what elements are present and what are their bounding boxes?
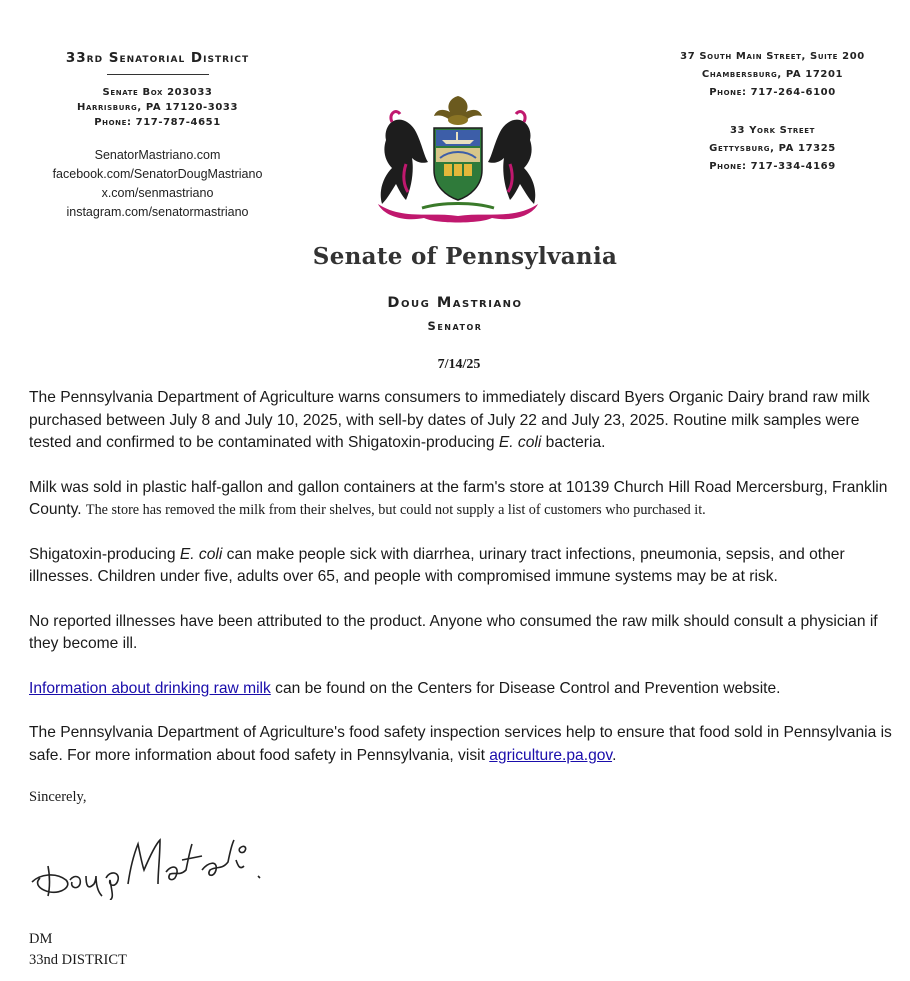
senator-role: Senator: [427, 319, 483, 333]
paragraph-3: Shigatoxin-producing E. coli can make people sick with diarrhea, urinary tract infections, pneumonia, sepsis, and other illnesses. Children under five, adults over 65, and people with compromised immune systems may be at risk.: [29, 545, 845, 585]
x-link[interactable]: x.com/senmastriano: [101, 186, 214, 200]
harrisburg-address: Harrisburg, PA 17120-3033: [76, 102, 239, 113]
letter-date: 7/14/25: [437, 357, 481, 372]
signoff: [29, 929, 127, 971]
raw-milk-info-link[interactable]: Information about drinking raw milk: [29, 679, 271, 697]
divider: [107, 74, 209, 75]
gettysburg-phone: Phone: 717-334-4169: [709, 161, 836, 172]
facebook-link[interactable]: facebook.com/SenatorDougMastriano: [52, 167, 263, 181]
paragraph-5: Information about drinking raw milk can be found on the Centers for Disease Control and Prevention website.: [29, 679, 781, 697]
senator-name: Doug Mastriano: [387, 295, 523, 311]
harrisburg-phone: Phone: 717-787-4651: [94, 117, 221, 128]
right-letterhead: [640, 48, 905, 176]
paragraph-6: The Pennsylvania Department of Agriculture's food safety inspection services help to ensure that food sold in Pennsylvania is safe. For more information about food safety in Pennsylvania, visit agriculture.pa.gov.: [29, 724, 892, 764]
district-title: 33rd Senatorial District: [65, 50, 250, 66]
paragraph-4: No reported illnesses have been attributed to the product. Anyone who consumed the raw milk should consult a physician if they become ill.: [29, 612, 878, 652]
agriculture-link[interactable]: agriculture.pa.gov: [489, 746, 613, 764]
closing: Sincerely,: [29, 789, 87, 805]
signature-icon: [26, 830, 271, 900]
paragraph-2: Milk was sold in plastic half-gallon and gallon containers at the farm's store at 10139 Church Hill Road Mercersburg, Franklin County. The store has removed the milk from their shelves, but could not supply a list of customers who purchased it.: [29, 478, 888, 518]
district-signoff: 33nd DISTRICT: [29, 952, 127, 968]
chambersburg-street: 37 South Main Street, Suite 200: [680, 51, 865, 62]
senate-title: Senate of Pennsylvania: [312, 243, 618, 270]
initials: DM: [29, 931, 53, 947]
letter-body: [29, 387, 899, 789]
chambersburg-phone: Phone: 717-264-6100: [709, 87, 836, 98]
instagram-link[interactable]: instagram.com/senatormastriano: [66, 205, 249, 219]
left-letterhead: [30, 50, 285, 222]
social-links: [30, 146, 285, 222]
senate-box: Senate Box 203033: [102, 87, 213, 98]
website-link[interactable]: SenatorMastriano.com: [94, 148, 221, 162]
gettysburg-street: 33 York Street: [730, 125, 815, 136]
paragraph-1: The Pennsylvania Department of Agriculture warns consumers to immediately discard Byers Organic Dairy brand raw milk purchased between July 8 and July 10, 2025, with sell-by dates of July 22 and July 23, 2025. Routine milk samples were tested and confirmed to be contaminated with Shigatoxin-producing E. coli bacteria.: [29, 389, 870, 451]
pennsylvania-seal-icon: [362, 92, 554, 224]
gettysburg-city: Gettysburg, PA 17325: [709, 143, 836, 154]
chambersburg-city: Chambersburg, PA 17201: [701, 69, 844, 80]
